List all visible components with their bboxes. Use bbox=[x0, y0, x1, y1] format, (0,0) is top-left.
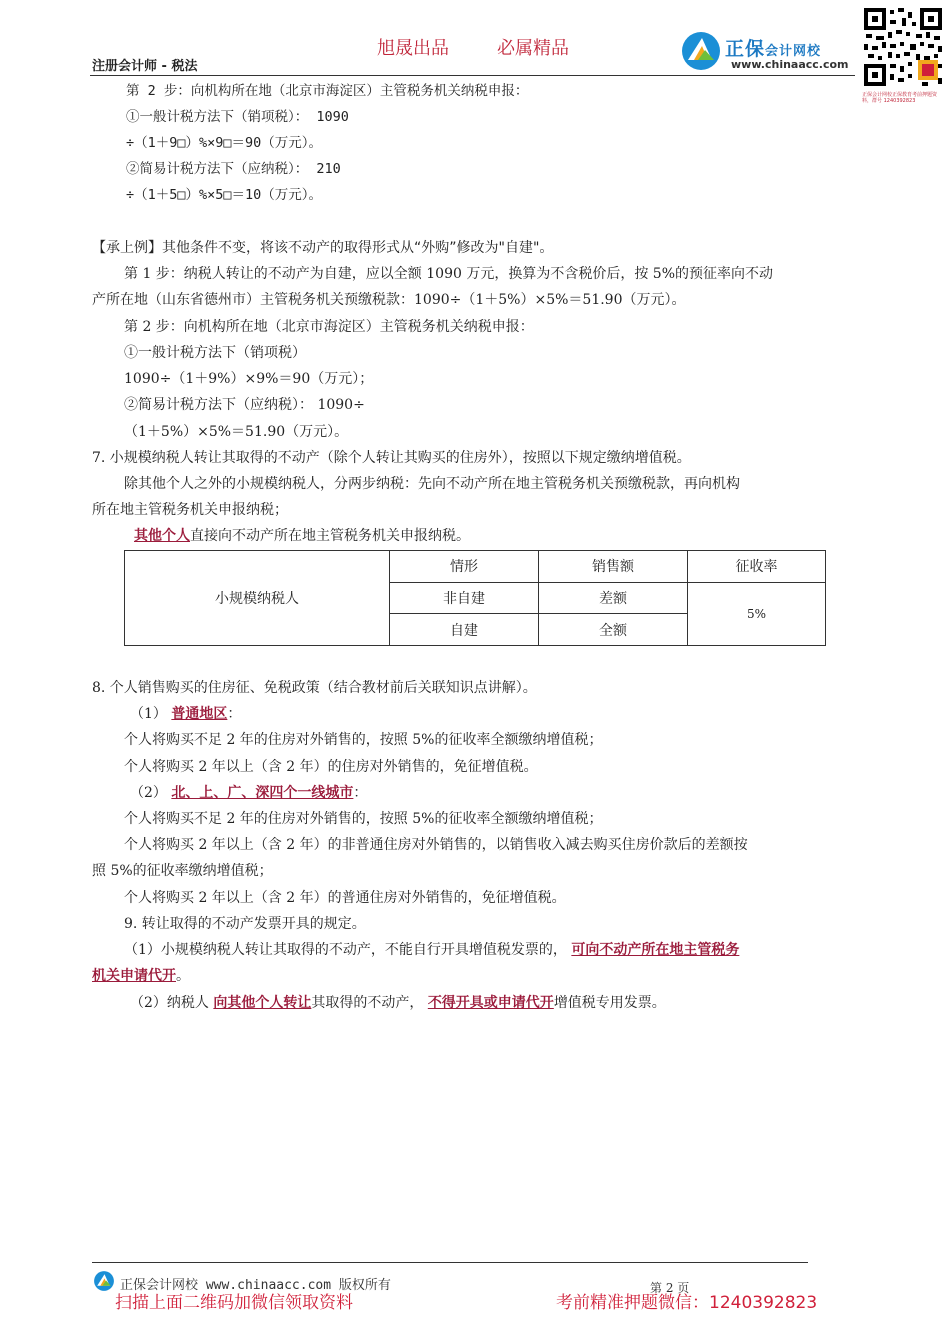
header-slogan-left: 旭晟出品 bbox=[377, 38, 449, 59]
table-cell-situation: 自建 bbox=[390, 614, 539, 646]
section9-item1-line2: 机关申请代开。 bbox=[92, 968, 190, 984]
section8-item1: （1） 普通地区： bbox=[130, 706, 242, 722]
simple-tax-line: ②简易计税方法下（应纳税）： 210 bbox=[126, 161, 341, 177]
table-col-rate: 征收率 bbox=[688, 551, 826, 583]
section8-item1-line1: 个人将购买不足 2 年的住房对外销售的，按照 5%的征收率全额缴纳增值税； bbox=[124, 732, 603, 748]
example-heading: 【承上例】其他条件不变，将该不动产的取得形式从“外购”修改为"自建"。 bbox=[92, 240, 554, 256]
header-slogan-right: 必属精品 bbox=[497, 38, 569, 59]
logo-url: www.chinaacc.com bbox=[731, 58, 849, 71]
simple-tax-formula-b: （1＋5%）×5%＝51.90（万元）。 bbox=[124, 424, 349, 440]
section8-heading: 8. 个人销售购买的住房征、免税政策（结合教材前后关联知识点讲解）。 bbox=[92, 680, 537, 696]
header-divider bbox=[90, 75, 855, 76]
footer-copyright: 正保会计网校 www.chinaacc.com 版权所有 bbox=[120, 1278, 391, 1293]
table-cell-rate: 5% bbox=[688, 582, 826, 645]
section8-item2-line1: 个人将购买不足 2 年的住房对外销售的，按照 5%的征收率全额缴纳增值税； bbox=[124, 811, 603, 827]
section9-item1-line1: （1）小规模纳税人转让其取得的不动产，不能自行开具增值税发票的， 可向不动产所在地主管税务 bbox=[124, 942, 740, 958]
table-col-amount: 销售额 bbox=[539, 551, 688, 583]
simple-tax-line-b: ②简易计税方法下（应纳税）： 1090÷ bbox=[124, 397, 365, 413]
section8-item2: （2） 北、上、广、深四个一线城市： bbox=[130, 785, 368, 801]
course-title: 注册会计师 - 税法 bbox=[92, 59, 198, 74]
section7-heading: 7. 小规模纳税人转让其取得的不动产（除个人转让其购买的住房外），按照以下规定缴纳增值税。 bbox=[92, 450, 691, 466]
section7-para-line1: 除其他个人之外的小规模纳税人，分两步纳税：先向不动产所在地主管税务机关预缴税款，再向机构 bbox=[124, 476, 740, 492]
section8-item1-line2: 个人将购买 2 年以上（含 2 年）的住房对外销售的，免征增值税。 bbox=[124, 759, 538, 775]
general-tax-line-b: ①一般计税方法下（销项税） bbox=[124, 345, 306, 361]
footer-promo-right: 考前精准押题微信：1240392823 bbox=[556, 1293, 818, 1313]
section7-para-line2: 所在地主管税务机关申报纳税； bbox=[92, 502, 288, 518]
qr-note: 正保会计网校正保教育考前押题资料，群号 1240392823 bbox=[862, 92, 938, 104]
general-tax-formula: ÷（1＋9□）%×9□＝90（万元）。 bbox=[126, 135, 323, 151]
footer-logo-icon bbox=[92, 1270, 116, 1292]
footer-divider bbox=[92, 1262, 808, 1263]
step1-paragraph-line2: 产所在地（山东省德州市）主管税务机关预缴税款：1090÷（1＋5%）×5%＝51.90（万元）。 bbox=[92, 292, 686, 308]
table-row-header: 小规模纳税人 bbox=[125, 551, 390, 646]
section9-item2: （2）纳税人 向其他个人转让其取得的不动产， 不得开具或申请代开增值税专用发票。 bbox=[130, 995, 666, 1011]
logo-brand: 正保会计网校 bbox=[725, 38, 822, 60]
step2-line-b: 第 2 步：向机构所在地（北京市海淀区）主管税务机关纳税申报： bbox=[124, 319, 534, 335]
chinaacc-logo-icon bbox=[678, 30, 724, 72]
section8-item2-line2: 个人将购买 2 年以上（含 2 年）的非普通住房对外销售的，以销售收入减去购买住房价款后的差额按 bbox=[124, 837, 748, 853]
section7-other-individual: 其他个人直接向不动产所在地主管税务机关申报纳税。 bbox=[134, 528, 470, 544]
step1-paragraph-line1: 第 1 步：纳税人转让的不动产为自建，应以全额 1090 万元，换算为不含税价后，按 5%的预征率向不动 bbox=[124, 266, 773, 282]
table-cell-amount: 差额 bbox=[539, 582, 688, 614]
small-taxpayer-table bbox=[124, 550, 826, 646]
general-tax-line: ①一般计税方法下（销项税）： 1090 bbox=[126, 109, 349, 125]
table-cell-amount: 全额 bbox=[539, 614, 688, 646]
footer-promo-left: 扫描上面二维码加微信领取资料 bbox=[115, 1293, 353, 1313]
step2-line: 第 2 步：向机构所在地（北京市海淀区）主管税务机关纳税申报： bbox=[126, 83, 529, 99]
general-tax-formula-b: 1090÷（1＋9%）×9%＝90（万元）； bbox=[124, 371, 374, 387]
section9-heading: 9. 转让取得的不动产发票开具的规定。 bbox=[124, 916, 366, 932]
qr-code-icon[interactable] bbox=[862, 6, 944, 88]
simple-tax-formula: ÷（1＋5□）%×5□＝10（万元）。 bbox=[126, 187, 323, 203]
section8-item2-line3: 照 5%的征收率缴纳增值税； bbox=[92, 863, 273, 879]
page-number: 第 2 页 bbox=[650, 1281, 690, 1295]
table-cell-situation: 非自建 bbox=[390, 582, 539, 614]
section8-item2-line4: 个人将购买 2 年以上（含 2 年）的普通住房对外销售的，免征增值税。 bbox=[124, 890, 566, 906]
table-col-situation: 情形 bbox=[390, 551, 539, 583]
